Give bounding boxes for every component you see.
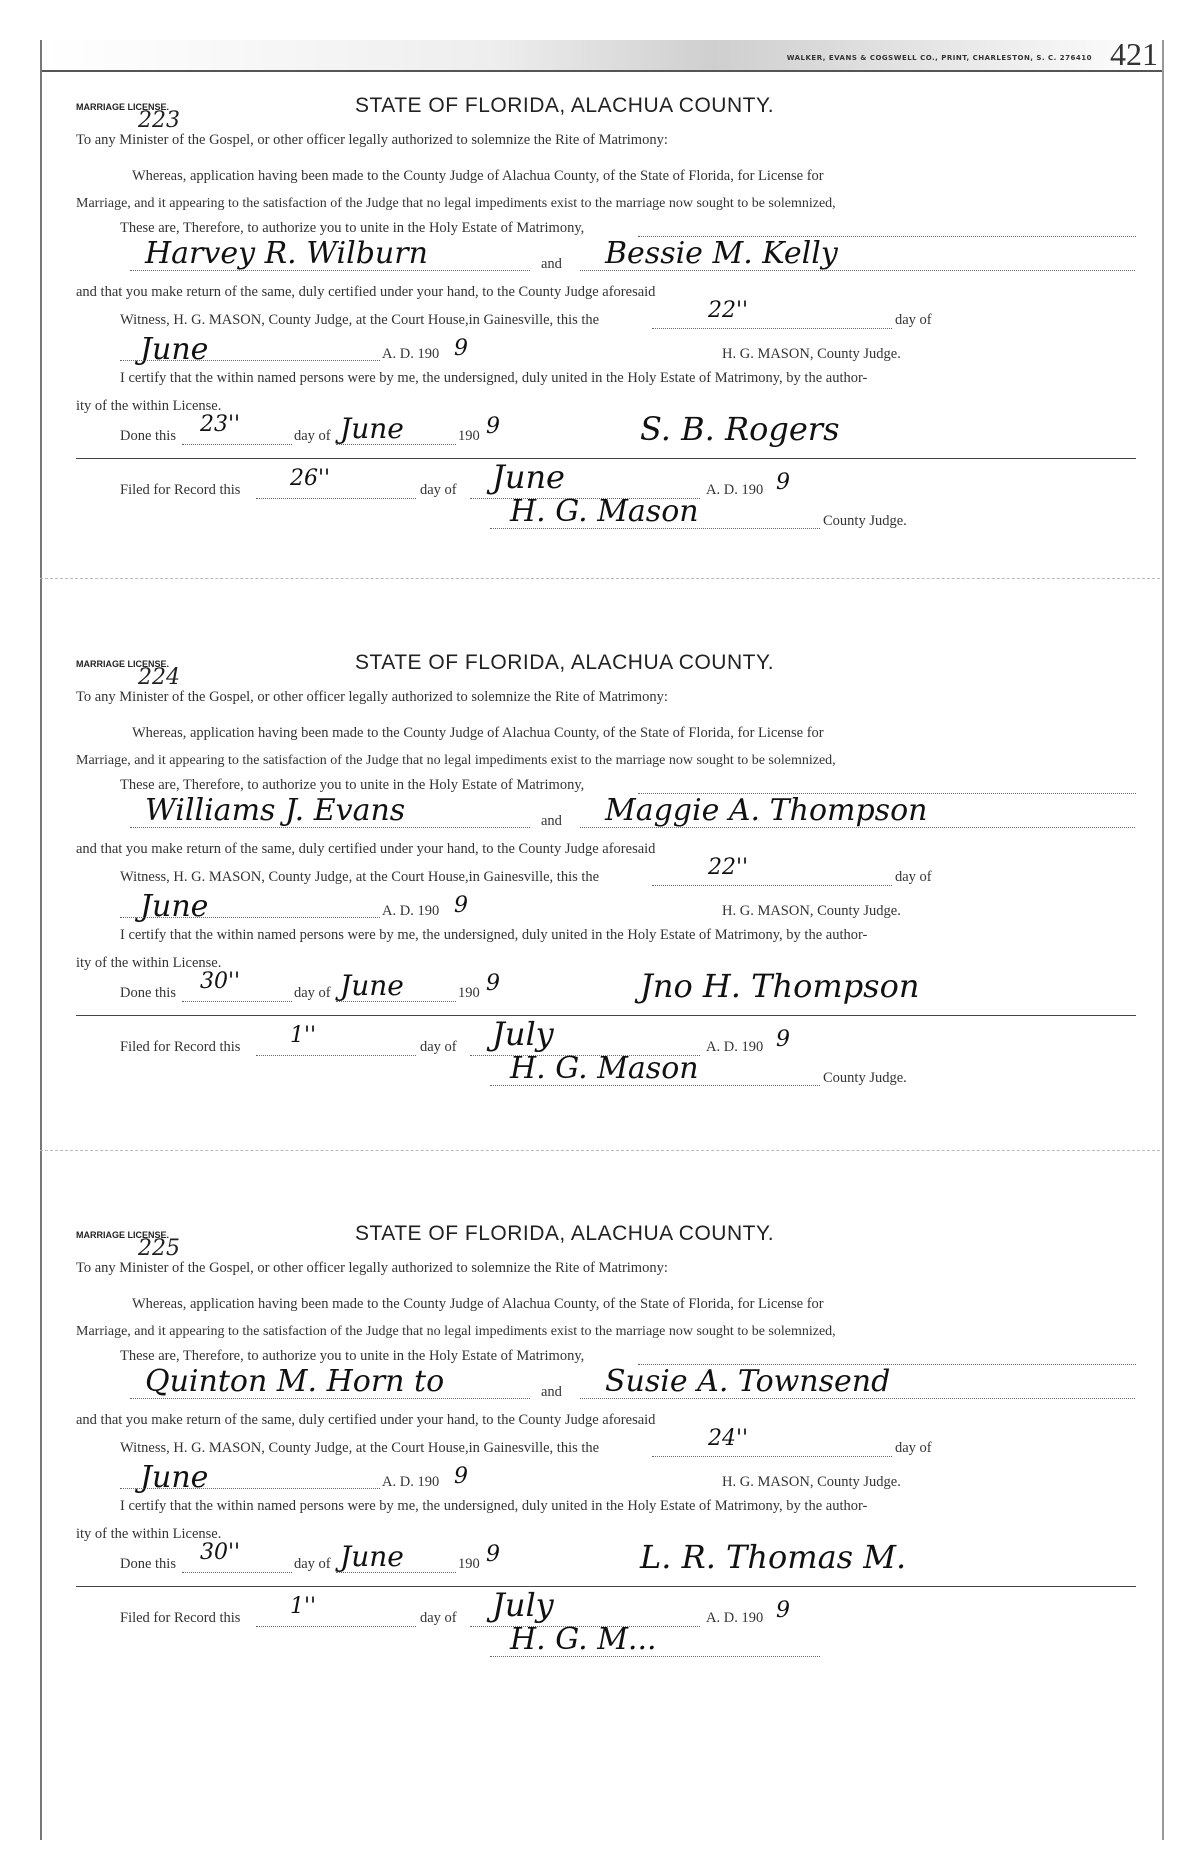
page-number: 421 [1110,36,1158,72]
day-of-label: day of [895,869,932,885]
done-year-prefix: 190 [458,1556,480,1572]
rule [130,827,530,828]
filed-label: Filed for Record this [120,482,241,498]
certify-line-1: I certify that the within named persons were by me, the undersigned, duly united in the Holy Estate of Matrimony, by the author- [120,1498,868,1514]
filed-ad-label: A. D. 190 [706,1039,764,1055]
rule [490,528,820,529]
done-month: June [340,969,404,1002]
filed-year: 9 [776,1027,790,1052]
ad-year: 9 [454,1464,468,1489]
filed-ad-label: A. D. 190 [706,1610,764,1626]
address-line: To any Minister of the Gospel, or other officer legally authorized to solemnize the Rite of Matrimony: [76,689,668,705]
these-are-line: These are, Therefore, to authorize you to unite in the Holy Estate of Matrimony, [120,1348,585,1364]
filed-year: 9 [776,470,790,495]
rule [336,444,456,445]
filed-day: 1'' [290,1594,317,1619]
these-are-line: These are, Therefore, to authorize you to unite in the Holy Estate of Matrimony, [120,777,585,793]
return-line: and that you make return of the same, duly certified under your hand, to the County Judge aforesaid [76,284,656,300]
filed-label: Filed for Record this [120,1039,241,1055]
record-divider [40,1150,1160,1151]
license-number: 224 [138,665,180,690]
rule [130,1398,530,1399]
witness-month: June [140,332,209,367]
witness-line: Witness, H. G. MASON, County Judge, at the Court House,in Gainesville, this the [120,1440,600,1456]
officiant-signature: S. B. Rogers [640,410,840,448]
rule [652,1456,892,1457]
section-rule [76,1586,1136,1587]
whereas-line-1: Whereas, application having been made to the County Judge of Alachua County, of the State of Florida, for License for [132,168,824,184]
filed-signature: H. G. Mason [510,1051,699,1086]
rule [256,498,416,499]
rule [652,885,892,886]
ad-label: A. D. 190 [382,903,440,919]
rule [256,1626,416,1627]
filed-ad-label: A. D. 190 [706,482,764,498]
bride-name: Maggie A. Thompson [605,793,928,828]
filed-month: July [492,1015,554,1053]
rule [580,827,1135,828]
officiant-signature: Jno H. Thompson [640,967,920,1005]
done-year-prefix: 190 [458,985,480,1001]
rule [652,328,892,329]
rule [490,1656,820,1657]
license-label: MARRIAGE LICENSE. [76,1230,170,1240]
done-day: 23'' [200,412,241,437]
rule [120,1488,380,1489]
and-label: and [541,256,562,272]
record-divider [40,578,1160,579]
witness-month: June [140,889,209,924]
filed-dayof-label: day of [420,1039,457,1055]
certify-line-2: ity of the within License. [76,955,222,971]
license-number: 225 [138,1236,180,1261]
witness-month: June [140,1460,209,1495]
judge-label: H. G. MASON, County Judge. [722,903,901,919]
done-label: Done this [120,428,176,444]
filed-signature: H. G. M... [510,1622,657,1657]
bride-name: Bessie M. Kelly [605,236,838,271]
rule [336,1572,456,1573]
rule [580,270,1135,271]
witness-day: 22'' [708,855,749,880]
witness-line: Witness, H. G. MASON, County Judge, at the Court House,in Gainesville, this the [120,869,600,885]
rule [256,1055,416,1056]
witness-day: 22'' [708,298,749,323]
filed-month: June [492,458,565,496]
return-line: and that you make return of the same, duly certified under your hand, to the County Judge aforesaid [76,841,656,857]
whereas-line-1: Whereas, application having been made to the County Judge of Alachua County, of the State of Florida, for License for [132,725,824,741]
witness-line: Witness, H. G. MASON, County Judge, at the Court House,in Gainesville, this the [120,312,600,328]
whereas-line-2: Marriage, and it appearing to the satisfaction of the Judge that no legal impediments exist to the marriage now sought to be solemnized, [76,1324,836,1339]
day-of-label: day of [895,1440,932,1456]
rule [182,1001,292,1002]
filed-month: July [492,1586,554,1624]
license-title: STATE OF FLORIDA, ALACHUA COUNTY. [355,1222,775,1245]
done-year: 9 [486,1542,500,1567]
done-label: Done this [120,1556,176,1572]
done-day: 30'' [200,1540,241,1565]
done-dayof-label: day of [294,428,331,444]
done-day: 30'' [200,969,241,994]
rule [336,1001,456,1002]
license-title: STATE OF FLORIDA, ALACHUA COUNTY. [355,651,775,674]
certify-line-1: I certify that the within named persons were by me, the undersigned, duly united in the Holy Estate of Matrimony, by the author- [120,370,868,386]
done-dayof-label: day of [294,985,331,1001]
certify-line-1: I certify that the within named persons were by me, the undersigned, duly united in the Holy Estate of Matrimony, by the author- [120,927,868,943]
filed-label: Filed for Record this [120,1610,241,1626]
filed-day: 26'' [290,466,331,491]
county-judge-label: County Judge. [823,513,907,529]
section-rule [76,1015,1136,1016]
officiant-signature: L. R. Thomas M. [640,1538,907,1576]
ad-label: A. D. 190 [382,1474,440,1490]
license-label: MARRIAGE LICENSE. [76,659,170,669]
done-label: Done this [120,985,176,1001]
done-year: 9 [486,971,500,996]
license-title: STATE OF FLORIDA, ALACHUA COUNTY. [355,94,775,117]
done-month: June [340,412,404,445]
printer-imprint: WALKER, EVANS & COGSWELL CO., PRINT, CHARLESTON, S. C. 276410 [786,54,1092,62]
rule [182,444,292,445]
address-line: To any Minister of the Gospel, or other officer legally authorized to solemnize the Rite of Matrimony: [76,1260,668,1276]
whereas-line-1: Whereas, application having been made to the County Judge of Alachua County, of the State of Florida, for License for [132,1296,824,1312]
ad-year: 9 [454,336,468,361]
certify-line-2: ity of the within License. [76,398,222,414]
whereas-line-2: Marriage, and it appearing to the satisfaction of the Judge that no legal impediments exist to the marriage now sought to be solemnized, [76,753,836,768]
judge-label: H. G. MASON, County Judge. [722,346,901,362]
rule [182,1572,292,1573]
ad-year: 9 [454,893,468,918]
done-dayof-label: day of [294,1556,331,1572]
witness-day: 24'' [708,1426,749,1451]
filed-year: 9 [776,1598,790,1623]
groom-name: Williams J. Evans [145,793,406,828]
ad-label: A. D. 190 [382,346,440,362]
done-year-prefix: 190 [458,428,480,444]
filed-day: 1'' [290,1023,317,1048]
done-month: June [340,1540,404,1573]
license-number: 223 [138,108,180,133]
and-label: and [541,1384,562,1400]
judge-label: H. G. MASON, County Judge. [722,1474,901,1490]
rule [490,1085,820,1086]
filed-dayof-label: day of [420,1610,457,1626]
certify-line-2: ity of the within License. [76,1526,222,1542]
done-year: 9 [486,414,500,439]
rule [120,360,380,361]
groom-name: Quinton M. Horn to [145,1364,445,1399]
groom-name: Harvey R. Wilburn [145,236,428,271]
rule [580,1398,1135,1399]
address-line: To any Minister of the Gospel, or other officer legally authorized to solemnize the Rite of Matrimony: [76,132,668,148]
bride-name: Susie A. Townsend [605,1364,891,1399]
filed-signature: H. G. Mason [510,494,699,529]
rule [130,270,530,271]
these-are-line: These are, Therefore, to authorize you to unite in the Holy Estate of Matrimony, [120,220,585,236]
and-label: and [541,813,562,829]
whereas-line-2: Marriage, and it appearing to the satisfaction of the Judge that no legal impediments exist to the marriage now sought to be solemnized, [76,196,836,211]
section-rule [76,458,1136,459]
filed-dayof-label: day of [420,482,457,498]
rule [120,917,380,918]
county-judge-label: County Judge. [823,1070,907,1086]
day-of-label: day of [895,312,932,328]
return-line: and that you make return of the same, duly certified under your hand, to the County Judge aforesaid [76,1412,656,1428]
license-label: MARRIAGE LICENSE. [76,102,170,112]
